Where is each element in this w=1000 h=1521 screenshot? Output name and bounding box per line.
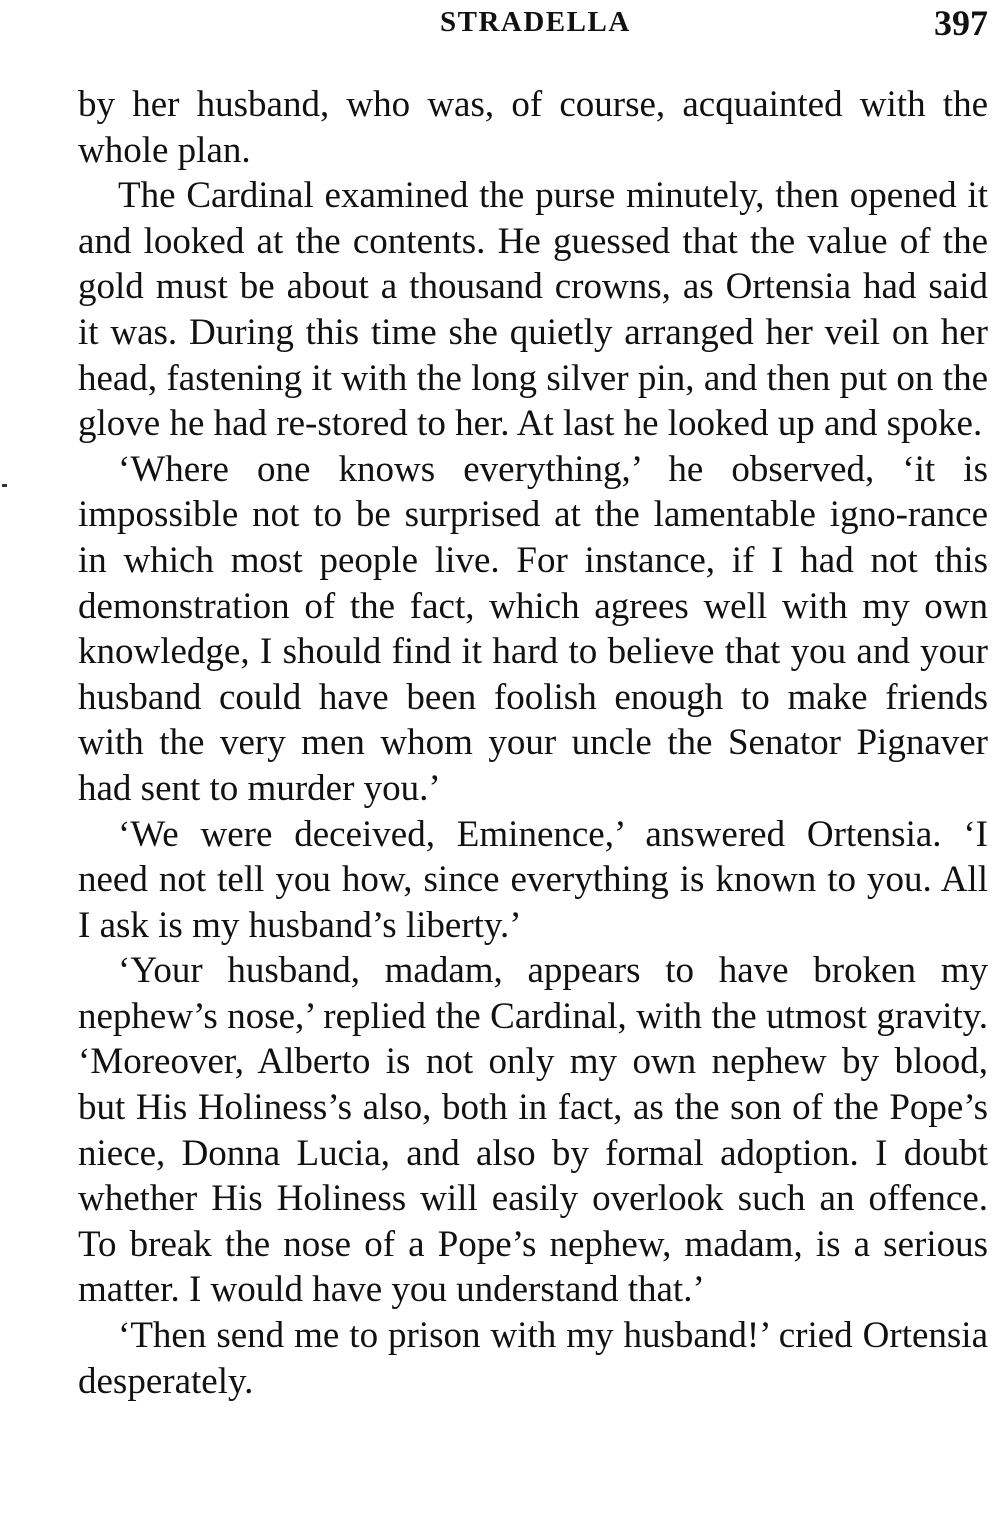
margin-mark [2, 484, 7, 487]
page-number: 397 [934, 3, 988, 43]
paragraph: ‘We were deceived, Eminence,’ answered Ortensia. ‘I need not tell you how, since everything is known to you. All I ask is my husband’s liberty.’ [78, 813, 988, 946]
paragraph-continuation: by her husband, who was, of course, acquainted with the whole plan. [78, 84, 988, 171]
body-text [78, 82, 988, 1404]
paragraph: The Cardinal examined the purse minutely, then opened it and looked at the contents. He guessed that the value of the gold must be about a thousand crowns, as Ortensia had said it was. During this time she quietly arranged her veil on her head, fastening it with the long silver pin, and then put on the glove he had re-stored to her. At last he looked up and spoke. [78, 175, 988, 445]
running-title: STRADELLA [440, 6, 631, 38]
paragraph: ‘Then send me to prison with my husband!’ cried Ortensia desperately. [78, 1315, 988, 1402]
paragraph: ‘Your husband, madam, appears to have broken my nephew’s nose,’ replied the Cardinal, with the utmost gravity. ‘Moreover, Alberto is not only my own nephew by blood, but His Holiness’s also, both in fact, as the son of the Pope’s niece, Donna Lucia, and also by formal adoption. I doubt whether His Holiness will easily overlook such an offence. To break the nose of a Pope’s nephew, madam, is a serious matter. I would have you understand that.’ [78, 950, 988, 1311]
running-head [0, 2, 1000, 46]
paragraph: ‘Where one knows everything,’ he observed, ‘it is impossible not to be surprised at the lamentable igno-rance in which most people live. For instance, if I had not this demonstration of the fact, which agrees well with my own knowledge, I should find it hard to believe that you and your husband could have been foolish enough to make friends with the very men whom your uncle the Senator Pignaver had sent to murder you.’ [78, 448, 988, 809]
